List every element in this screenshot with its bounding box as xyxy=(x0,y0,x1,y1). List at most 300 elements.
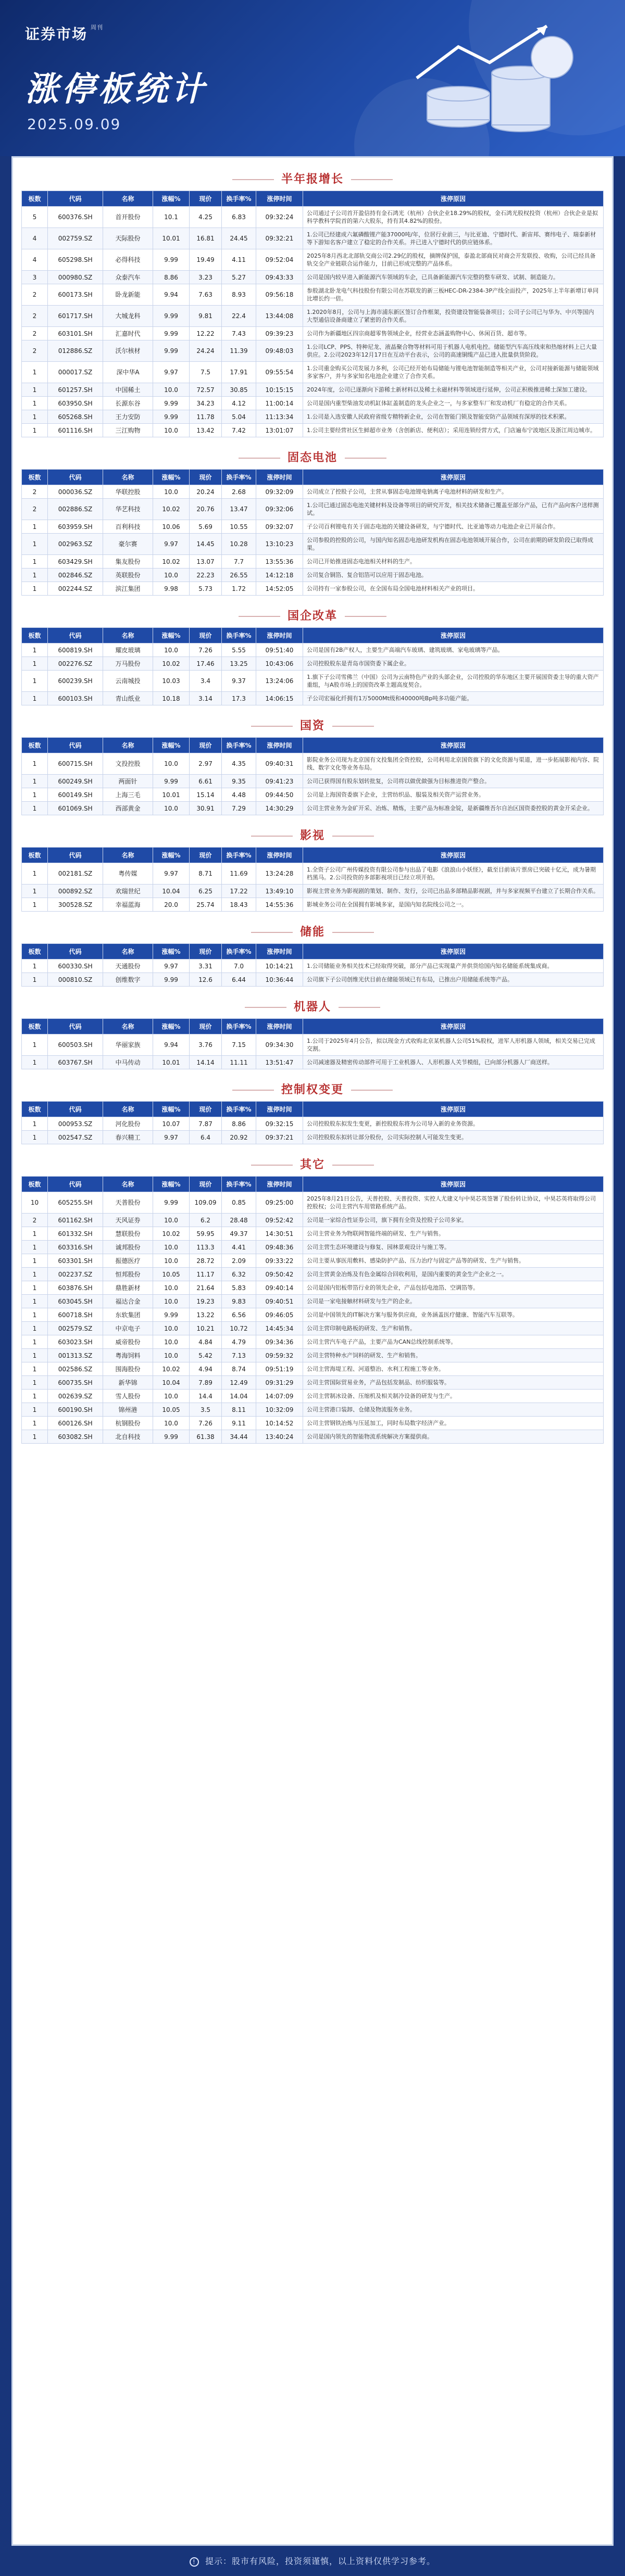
board-count: 1 xyxy=(22,569,48,582)
price: 72.57 xyxy=(190,383,222,397)
limit-up-table xyxy=(21,1018,604,1069)
board-count: 1 xyxy=(22,383,48,397)
turnover-rate: 4.11 xyxy=(222,249,256,271)
column-header: 涨停原因 xyxy=(303,191,604,207)
table-row[interactable] xyxy=(22,1034,604,1056)
stock-name: 沃尔核材 xyxy=(103,340,153,362)
table-row[interactable] xyxy=(22,534,604,555)
table-header-row xyxy=(22,470,604,485)
table-row[interactable] xyxy=(22,1117,604,1131)
price: 3.5 xyxy=(190,1403,222,1417)
limit-time: 10:43:06 xyxy=(256,657,303,671)
board-count: 1 xyxy=(22,1281,48,1295)
change-pct: 9.99 xyxy=(153,397,190,410)
content-panel xyxy=(11,156,614,2546)
board-count: 1 xyxy=(22,397,48,410)
table-row[interactable] xyxy=(22,1376,604,1390)
stock-name: 长源东谷 xyxy=(103,397,153,410)
price: 6.2 xyxy=(190,1214,222,1227)
stock-name: 青山纸业 xyxy=(103,692,153,705)
stock-code: 600330.SH xyxy=(48,959,103,973)
stock-code: 600103.SH xyxy=(48,692,103,705)
column-header: 代码 xyxy=(48,1019,103,1034)
limit-reason: 公司控股股东是青岛市国资委下属企业。 xyxy=(303,657,604,671)
section-title: 机器人 xyxy=(21,993,604,1018)
change-pct: 9.99 xyxy=(153,1430,190,1444)
stock-name: 福达合金 xyxy=(103,1295,153,1308)
limit-reason: 公司是一家综合性证券公司，旗下拥有全资及控股子公司多家。 xyxy=(303,1214,604,1227)
limit-reason: 1.全资子公司广州传媒投资有限公司参与出品了电影《浪浪山小妖怪》，截至目前该片票房已突破十亿元，成为暑期档黑马。2.公司投资的多部影视项目已经立项开拍。 xyxy=(303,863,604,885)
limit-time: 09:32:21 xyxy=(256,228,303,249)
table-row[interactable] xyxy=(22,885,604,898)
table-row[interactable] xyxy=(22,775,604,788)
stock-code: 603101.SH xyxy=(48,327,103,340)
table-row[interactable] xyxy=(22,643,604,657)
board-count: 1 xyxy=(22,534,48,555)
change-pct: 10.0 xyxy=(153,1417,190,1430)
column-header: 换手率% xyxy=(222,628,256,643)
stock-code: 605268.SH xyxy=(48,410,103,424)
limit-time: 13:01:07 xyxy=(256,424,303,437)
limit-reason: 1.公司于2025年4月公告，拟以现金方式收购北京某机器人公司51%股权，进军人形机器人领域，相关交易已完成交割。 xyxy=(303,1034,604,1056)
section-title: 影视 xyxy=(21,822,604,847)
stock-name: 诚邦股份 xyxy=(103,1241,153,1254)
board-count: 10 xyxy=(22,1192,48,1214)
turnover-rate: 7.29 xyxy=(222,802,256,815)
change-pct: 10.0 xyxy=(153,1241,190,1254)
stock-code: 000980.SZ xyxy=(48,271,103,284)
stock-code: 600249.SH xyxy=(48,775,103,788)
limit-time: 09:56:18 xyxy=(256,284,303,306)
stock-code: 603316.SH xyxy=(48,1241,103,1254)
limit-time: 09:40:31 xyxy=(256,753,303,775)
price: 3.4 xyxy=(190,671,222,692)
table-row[interactable] xyxy=(22,1192,604,1214)
column-header: 板数 xyxy=(22,191,48,207)
change-pct: 9.98 xyxy=(153,582,190,596)
price: 5.69 xyxy=(190,520,222,534)
stock-code: 002963.SZ xyxy=(48,534,103,555)
column-header: 涨停原因 xyxy=(303,1177,604,1192)
stock-name: 西部黄金 xyxy=(103,802,153,815)
table-row[interactable] xyxy=(22,973,604,987)
turnover-rate: 17.22 xyxy=(222,885,256,898)
change-pct: 10.02 xyxy=(153,499,190,520)
price: 7.87 xyxy=(190,1117,222,1131)
board-count: 1 xyxy=(22,410,48,424)
table-row[interactable] xyxy=(22,1430,604,1444)
limit-reason: 公司已获得国有股东划转批复，公司将以做优做强为目标推进资产整合。 xyxy=(303,775,604,788)
table-row[interactable] xyxy=(22,1417,604,1430)
stock-code: 600173.SH xyxy=(48,284,103,306)
board-count: 2 xyxy=(22,1214,48,1227)
turnover-rate: 7.0 xyxy=(222,959,256,973)
column-header: 名称 xyxy=(103,1019,153,1034)
column-header: 板数 xyxy=(22,738,48,753)
limit-reason: 公司主营印制电路板的研发、生产和销售。 xyxy=(303,1322,604,1335)
stock-code: 600376.SH xyxy=(48,207,103,228)
table-row[interactable] xyxy=(22,753,604,775)
change-pct: 9.99 xyxy=(153,327,190,340)
stock-name: 新华锦 xyxy=(103,1376,153,1390)
section xyxy=(21,444,604,596)
limit-time: 14:12:18 xyxy=(256,569,303,582)
limit-reason: 公司是国有2B产权人，主要生产高端汽车玻璃、建筑玻璃、家电玻璃等产品。 xyxy=(303,643,604,657)
table-row[interactable] xyxy=(22,802,604,815)
limit-reason: 1.公司已经建成六氟磷酸锂产能37000吨/年，位居行业前三，与比亚迪、宁德时代、新宙邦、赛纬电子、瑞泰新材等下游知名客户建立了稳定的合作关系。并已进入宁德时代的供应链体系。 xyxy=(303,228,604,249)
price: 6.4 xyxy=(190,1131,222,1144)
table-row[interactable] xyxy=(22,499,604,520)
price: 109.09 xyxy=(190,1192,222,1214)
table-row[interactable] xyxy=(22,1295,604,1308)
header-banner xyxy=(0,0,625,156)
board-count: 1 xyxy=(22,582,48,596)
change-pct: 9.97 xyxy=(153,534,190,555)
table-row[interactable] xyxy=(22,397,604,410)
column-header: 换手率% xyxy=(222,944,256,959)
turnover-rate: 18.43 xyxy=(222,898,256,912)
column-header: 涨停原因 xyxy=(303,944,604,959)
price: 7.26 xyxy=(190,643,222,657)
table-row[interactable] xyxy=(22,1281,604,1295)
change-pct: 10.0 xyxy=(153,802,190,815)
stock-name: 幸福蓝海 xyxy=(103,898,153,912)
change-pct: 10.01 xyxy=(153,228,190,249)
stock-name: 恒邦股份 xyxy=(103,1268,153,1281)
column-header: 涨幅% xyxy=(153,1019,190,1034)
column-header: 涨停原因 xyxy=(303,470,604,485)
table-row[interactable] xyxy=(22,959,604,973)
price: 7.26 xyxy=(190,1417,222,1430)
change-pct: 9.94 xyxy=(153,1034,190,1056)
change-pct: 10.03 xyxy=(153,671,190,692)
limit-reason: 影城业务公司在全国拥有影城多家，是国内知名院线公司之一。 xyxy=(303,898,604,912)
price: 13.42 xyxy=(190,424,222,437)
turnover-rate: 26.55 xyxy=(222,569,256,582)
board-count: 1 xyxy=(22,1241,48,1254)
stock-code: 002846.SZ xyxy=(48,569,103,582)
table-row[interactable] xyxy=(22,410,604,424)
board-count: 1 xyxy=(22,1308,48,1322)
change-pct: 10.04 xyxy=(153,1376,190,1390)
section xyxy=(21,165,604,437)
column-header: 涨停原因 xyxy=(303,1019,604,1034)
table-row[interactable] xyxy=(22,1362,604,1376)
limit-reason: 2025年8月西北北部轨交商公司2.29亿的股权，摘牌保护国，泰盈北部商民对商会开发联投、收购，公司已经具备轨交全产业链联合运作能力，目前已形成完整的产品体系。 xyxy=(303,249,604,271)
limit-reason: 公司是国内较早进入新能源汽车领域的车企，已具备新能源汽车完整的整车研发、试制、制造能力。 xyxy=(303,271,604,284)
board-count: 1 xyxy=(22,362,48,383)
table-row[interactable] xyxy=(22,1131,604,1144)
stock-name: 春兴精工 xyxy=(103,1131,153,1144)
price: 13.22 xyxy=(190,1308,222,1322)
change-pct: 10.02 xyxy=(153,657,190,671)
price: 3.23 xyxy=(190,271,222,284)
limit-up-table xyxy=(21,469,604,596)
change-pct: 10.0 xyxy=(153,643,190,657)
price: 15.14 xyxy=(190,788,222,802)
board-count: 2 xyxy=(22,284,48,306)
stock-code: 601332.SH xyxy=(48,1227,103,1241)
limit-up-table xyxy=(21,943,604,987)
board-count: 3 xyxy=(22,271,48,284)
section xyxy=(21,918,604,987)
table-row[interactable] xyxy=(22,1214,604,1227)
limit-reason: 公司是国内铝板带箔行业的领先企业，产品包括电池箔、空调箔等。 xyxy=(303,1281,604,1295)
stock-name: 必得科技 xyxy=(103,249,153,271)
price: 12.6 xyxy=(190,973,222,987)
stock-name: 东软集团 xyxy=(103,1308,153,1322)
limit-up-table xyxy=(21,847,604,912)
limit-time: 09:50:42 xyxy=(256,1268,303,1281)
limit-time: 09:31:29 xyxy=(256,1376,303,1390)
price: 4.94 xyxy=(190,1362,222,1376)
change-pct: 8.86 xyxy=(153,271,190,284)
stock-name: 锦州港 xyxy=(103,1403,153,1417)
turnover-rate: 28.48 xyxy=(222,1214,256,1227)
limit-time: 09:48:36 xyxy=(256,1241,303,1254)
column-header: 板数 xyxy=(22,1177,48,1192)
column-header: 现价 xyxy=(190,1102,222,1117)
table-header-row xyxy=(22,738,604,753)
table-row[interactable] xyxy=(22,1254,604,1268)
change-pct: 20.0 xyxy=(153,898,190,912)
board-count: 2 xyxy=(22,499,48,520)
limit-reason: 公司主营生态环境建设与修复、园林景观设计与施工等。 xyxy=(303,1241,604,1254)
limit-reason: 公司旗下子公司创维光伏目前在储能领域已有布局，已推出户用储能系统等产品。 xyxy=(303,973,604,987)
stock-name: 威帝股份 xyxy=(103,1335,153,1349)
stock-name: 大城龙科 xyxy=(103,306,153,327)
stock-code: 600718.SH xyxy=(48,1308,103,1322)
stock-name: 卧龙新能 xyxy=(103,284,153,306)
stock-code: 002886.SZ xyxy=(48,499,103,520)
table-row[interactable] xyxy=(22,1335,604,1349)
limit-reason: 公司主要从事医用敷料、感染防护产品、压力治疗与固定产品等的研发、生产与销售。 xyxy=(303,1254,604,1268)
column-header: 换手率% xyxy=(222,470,256,485)
board-count: 1 xyxy=(22,692,48,705)
stock-name: 振德医疗 xyxy=(103,1254,153,1268)
column-header: 名称 xyxy=(103,944,153,959)
table-row[interactable] xyxy=(22,249,604,271)
price: 20.24 xyxy=(190,485,222,499)
turnover-rate: 14.04 xyxy=(222,1390,256,1403)
stock-code: 002579.SZ xyxy=(48,1322,103,1335)
column-header: 涨停时间 xyxy=(256,470,303,485)
price: 28.72 xyxy=(190,1254,222,1268)
stock-name: 天风证券 xyxy=(103,1214,153,1227)
stock-code: 002586.SZ xyxy=(48,1362,103,1376)
limit-time: 14:30:29 xyxy=(256,802,303,815)
column-header: 代码 xyxy=(48,944,103,959)
limit-time: 09:25:00 xyxy=(256,1192,303,1214)
table-row[interactable] xyxy=(22,1056,604,1069)
change-pct: 10.0 xyxy=(153,569,190,582)
table-row[interactable] xyxy=(22,424,604,437)
table-row[interactable] xyxy=(22,284,604,306)
column-header: 涨停时间 xyxy=(256,1019,303,1034)
table-row[interactable] xyxy=(22,1227,604,1241)
table-row[interactable] xyxy=(22,520,604,534)
limit-time: 09:32:24 xyxy=(256,207,303,228)
turnover-rate: 11.69 xyxy=(222,863,256,885)
table-row[interactable] xyxy=(22,327,604,340)
table-row[interactable] xyxy=(22,306,604,327)
stock-name: 耀皮玻璃 xyxy=(103,643,153,657)
change-pct: 9.97 xyxy=(153,959,190,973)
column-header: 涨幅% xyxy=(153,470,190,485)
table-row[interactable] xyxy=(22,657,604,671)
turnover-rate: 4.79 xyxy=(222,1335,256,1349)
stock-name: 上海三毛 xyxy=(103,788,153,802)
limit-reason: 公司成立了控股子公司，主营从事固态电池锂电钠离子电池材料的研发和生产。 xyxy=(303,485,604,499)
board-count: 1 xyxy=(22,1417,48,1430)
turnover-rate: 6.44 xyxy=(222,973,256,987)
turnover-rate: 24.45 xyxy=(222,228,256,249)
section-title: 国资 xyxy=(21,712,604,737)
table-row[interactable] xyxy=(22,1390,604,1403)
limit-time: 09:39:23 xyxy=(256,327,303,340)
table-row[interactable] xyxy=(22,485,604,499)
limit-time: 14:30:51 xyxy=(256,1227,303,1241)
board-count: 1 xyxy=(22,1056,48,1069)
board-count: 5 xyxy=(22,207,48,228)
limit-reason: 公司控股股东拟发生变更，新控股股东将为公司导入新的业务资源。 xyxy=(303,1117,604,1131)
stock-name: 鼎胜新材 xyxy=(103,1281,153,1295)
table-row[interactable] xyxy=(22,228,604,249)
price: 34.23 xyxy=(190,397,222,410)
price: 7.89 xyxy=(190,1376,222,1390)
stock-code: 600819.SH xyxy=(48,643,103,657)
section-title: 其它 xyxy=(21,1151,604,1176)
stock-code: 002547.SZ xyxy=(48,1131,103,1144)
turnover-rate: 7.42 xyxy=(222,424,256,437)
limit-time: 13:40:24 xyxy=(256,1430,303,1444)
change-pct: 10.01 xyxy=(153,788,190,802)
turnover-rate: 9.11 xyxy=(222,1417,256,1430)
price: 12.22 xyxy=(190,327,222,340)
table-row[interactable] xyxy=(22,1349,604,1362)
limit-reason: 2024年度，公司已逐渐向下游稀土新材料以及稀土永磁材料等领域进行延伸，公司正积极推进稀土深加工建设。 xyxy=(303,383,604,397)
section-title: 半年报增长 xyxy=(21,165,604,191)
stock-name: 中马传动 xyxy=(103,1056,153,1069)
table-row[interactable] xyxy=(22,671,604,692)
column-header: 代码 xyxy=(48,191,103,207)
stock-name: 百利科技 xyxy=(103,520,153,534)
limit-time: 14:06:15 xyxy=(256,692,303,705)
stock-code: 603301.SH xyxy=(48,1254,103,1268)
table-row[interactable] xyxy=(22,788,604,802)
limit-reason: 公司已开始推进固态电池相关材料的生产。 xyxy=(303,555,604,569)
price: 13.07 xyxy=(190,555,222,569)
limit-time: 10:14:52 xyxy=(256,1417,303,1430)
stock-name: 众泰汽车 xyxy=(103,271,153,284)
table-row[interactable] xyxy=(22,383,604,397)
change-pct: 10.0 xyxy=(153,1349,190,1362)
board-count: 1 xyxy=(22,973,48,987)
stock-code: 601257.SH xyxy=(48,383,103,397)
limit-reason: 公司主营国际贸易业务，产品包括发制品、纺织服装等。 xyxy=(303,1376,604,1390)
board-count: 2 xyxy=(22,485,48,499)
table-row[interactable] xyxy=(22,362,604,383)
table-row[interactable] xyxy=(22,1268,604,1281)
table-row[interactable] xyxy=(22,1241,604,1254)
turnover-rate: 11.11 xyxy=(222,1056,256,1069)
table-row[interactable] xyxy=(22,271,604,284)
limit-time: 14:55:36 xyxy=(256,898,303,912)
limit-time: 09:40:14 xyxy=(256,1281,303,1295)
brand-sub: 周刊 xyxy=(91,24,104,31)
table-row[interactable] xyxy=(22,582,604,596)
board-count: 1 xyxy=(22,1403,48,1417)
board-count: 1 xyxy=(22,775,48,788)
page-date: 2025.09.09 xyxy=(27,116,121,133)
column-header: 涨停原因 xyxy=(303,848,604,863)
section xyxy=(21,712,604,815)
table-row[interactable] xyxy=(22,1308,604,1322)
table-row[interactable] xyxy=(22,340,604,362)
stock-code: 605255.SH xyxy=(48,1192,103,1214)
stock-name: 天普股份 xyxy=(103,1192,153,1214)
stock-code: 600149.SH xyxy=(48,788,103,802)
stock-name: 首开股份 xyxy=(103,207,153,228)
limit-time: 09:46:05 xyxy=(256,1308,303,1322)
table-row[interactable] xyxy=(22,898,604,912)
price: 21.64 xyxy=(190,1281,222,1295)
turnover-rate: 9.35 xyxy=(222,775,256,788)
turnover-rate: 9.83 xyxy=(222,1295,256,1308)
turnover-rate: 49.37 xyxy=(222,1227,256,1241)
turnover-rate: 20.92 xyxy=(222,1131,256,1144)
column-header: 涨停原因 xyxy=(303,628,604,643)
table-row[interactable] xyxy=(22,692,604,705)
limit-reason: 公司通过子公司首开盈信持有金石鸿光（杭州）合伙企业18.29%的股权，金石鸿光股权投资（杭州）合伙企业是拟科学教科学院首的第六大股东，持有其4.82%的股份。 xyxy=(303,207,604,228)
column-header: 现价 xyxy=(190,470,222,485)
section xyxy=(21,822,604,912)
stock-code: 002639.SZ xyxy=(48,1390,103,1403)
table-row[interactable] xyxy=(22,555,604,569)
board-count: 1 xyxy=(22,1295,48,1308)
stock-code: 600126.SH xyxy=(48,1417,103,1430)
column-header: 涨幅% xyxy=(153,191,190,207)
board-count: 2 xyxy=(22,327,48,340)
column-header: 板数 xyxy=(22,848,48,863)
column-header: 涨停时间 xyxy=(256,738,303,753)
table-row[interactable] xyxy=(22,569,604,582)
column-header: 换手率% xyxy=(222,1019,256,1034)
stock-code: 000810.SZ xyxy=(48,973,103,987)
limit-time: 09:34:30 xyxy=(256,1034,303,1056)
table-row[interactable] xyxy=(22,863,604,885)
column-header: 名称 xyxy=(103,191,153,207)
price: 30.91 xyxy=(190,802,222,815)
turnover-rate: 10.72 xyxy=(222,1322,256,1335)
column-header: 涨停时间 xyxy=(256,1102,303,1117)
board-count: 1 xyxy=(22,802,48,815)
table-row[interactable] xyxy=(22,1322,604,1335)
turnover-rate: 7.43 xyxy=(222,327,256,340)
price: 17.46 xyxy=(190,657,222,671)
stock-code: 600190.SH xyxy=(48,1403,103,1417)
stock-code: 603429.SH xyxy=(48,555,103,569)
table-row[interactable] xyxy=(22,1403,604,1417)
turnover-rate: 5.04 xyxy=(222,410,256,424)
board-count: 4 xyxy=(22,228,48,249)
price: 5.73 xyxy=(190,582,222,596)
table-row[interactable] xyxy=(22,207,604,228)
change-pct: 9.97 xyxy=(153,863,190,885)
limit-reason: 公司持有一家参股公司，在全国布局全国电池材料相关产业的项目。 xyxy=(303,582,604,596)
column-header: 板数 xyxy=(22,470,48,485)
limit-time: 09:43:33 xyxy=(256,271,303,284)
